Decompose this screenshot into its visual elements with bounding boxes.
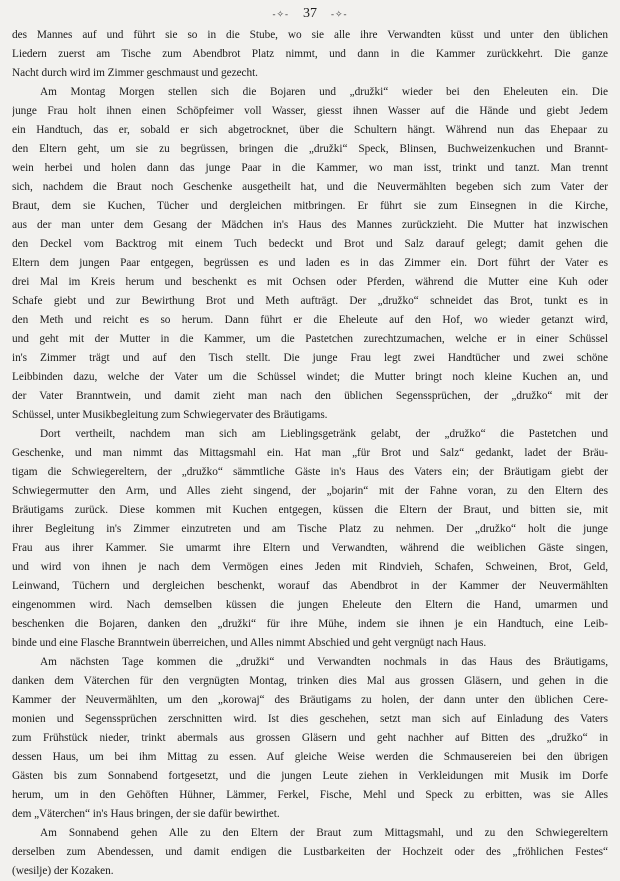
text-line: der Vater Branntwein, und damit zieht man nach den üblichen Segenssprüchen, der „družko“ mit der [12, 390, 608, 402]
text-line: Gästen bis zum Sonnabend fortgesetzt, und die jungen Leute ziehen in Verkleidungen mit Musik im Dorfe [12, 770, 608, 782]
text-line: Leibbinden dazu, welche der Vater um die Schüssel windet; die Mutter bringt noch kleine Kuchen an, und [12, 371, 608, 383]
text-line: Am nächsten Tage kommen die „družki“ und Verwandten nochmals in das Haus des Bräutigams, [40, 656, 608, 668]
text-line: Bräutigams zurück. Diese kommen mit Kuchen entgegen, küssen die Eltern der Braut, und bitten sie, mit [12, 504, 608, 516]
paragraph [12, 26, 608, 83]
text-line: dessen Haus, um bei ihm Mittag zu essen. Auf gleiche Weise werden die Schmausereien bei den übrigen [12, 751, 608, 763]
text-line: eingenommen wird. Nach demselben küssen die jungen Eheleute den Eltern die Hand, umarmen und [12, 599, 608, 611]
text-line: in's Zimmer trägt und auf den Tisch stellt. Die junge Frau legt zwei Handtücher und zwei schöne [12, 352, 608, 364]
text-line: Schafe giebt und zur Bewirthung Brot und Meth aufträgt. Der „družko“ schneidet das Brot, tunkt es in [12, 295, 608, 307]
text-line: und wird von ihnen je nach dem Vermögen eines Jeden mit Rindvieh, Schafen, Schweinen, Brot, Geld, [12, 561, 608, 573]
paragraph [12, 653, 608, 824]
text-line: Am Sonnabend gehen Alle zu den Eltern der Braut zum Mittagsmahl, und zu den Schwiegereltern [40, 827, 608, 839]
text-line: den Meth und reicht es so herum. Dann führt er die Eheleute auf den Hof, wo wieder getanzt wird, [12, 314, 608, 326]
body-text [12, 26, 608, 881]
text-line: wein herbei und holen dann das junge Paar in die Kammer, wo man isst, trinkt und tanzt. Man trennt [12, 162, 608, 174]
text-line: zum Frühstück nieder, trinkt abermals aus grossen Gläsern und geht nachher auf Bitten des „družko“ in [12, 732, 608, 744]
text-line: Eltern dem jungen Paar entgegen, begrüssen es und laden es in das Zimmer ein. Dort führt der Vater es [12, 257, 608, 269]
header-ornament-right: -✧- [331, 8, 348, 19]
text-line: Geschenke, und man nimmt das Mittagsmahl ein. Hat man „für Brot und Salz“ gedankt, ladet der Bräu- [12, 447, 608, 459]
text-line: junge Frau holt ihnen einen Schöpfeimer voll Wasser, giesst ihnen Wasser auf die Hände und giebt Jedem [12, 105, 608, 117]
text-line: monien und Segenssprüchen zerschnitten wird. Ist dies geschehen, setzt man sich auf Einladung des Vaters [12, 713, 608, 725]
text-line: herum, um in den Gehöften Hühner, Lämmer, Ferkel, Fische, Mehl und Speck zu erbitten, was sie Alles [12, 789, 608, 801]
text-line: Kammer der Neuvermählten, um den „korowaj“ des Bräutigams zu holen, der dann unter den üblichen Cere- [12, 694, 608, 706]
text-line: dem „Väterchen“ in's Haus bringen, der sie dafür bewirthet. [12, 808, 280, 820]
text-line: und geht mit der Mutter in die Kammer, um die Pastetchen zurechtzumachen, welche er in einer Schüssel [12, 333, 608, 345]
text-line: sich, nachdem die Braut noch Geschenke ausgetheilt hat, und die Neuvermählten begeben sich zum Vater der [12, 181, 608, 193]
text-line: den Eltern geht, um sie zu begrüssen, bringen die „družki“ Speck, Blinsen, Buchweizenkuchen und Brannt- [12, 143, 608, 155]
text-line: Leinwand, Tüchern und dergleichen beschenkt, worauf das Abendbrot in der Kammer der Neuvermählten [12, 580, 608, 592]
text-line: ein Handtuch, das er, sobald er sich abgetrocknet, über die Schultern hängt. Während nun das Ehepaar zu [12, 124, 608, 136]
text-line: Am Montag Morgen stellen sich die Bojaren und „družki“ wieder bei den Eheleuten ein. Die [40, 86, 608, 98]
page-number: 37 [303, 6, 317, 21]
text-line: (wesilje) der Kozaken. [12, 865, 114, 877]
text-line: aus der man unter dem Gesang der Mädchen in's Haus des Mannes zurückzieht. Die Mutter hat inzwischen [12, 219, 608, 231]
header-ornament-left: -✧- [272, 8, 289, 19]
paragraph [12, 425, 608, 653]
text-line: Nacht durch wird im Zimmer geschmaust und gezecht. [12, 67, 258, 79]
text-line: Dort vertheilt, nachdem man sich am Lieblingsgetränk gelabt, der „družko“ die Pastetchen und [40, 428, 608, 440]
text-line: des Mannes auf und führt sie so in die Stube, wo sie alle ihre Verwandten küsst und unter den üblichen [12, 29, 608, 41]
text-line: den Deckel vom Backtrog mit einem Tuch bedeckt und Brot und Salz darauf gelegt; damit gehen die [12, 238, 608, 250]
page-header [0, 5, 620, 23]
text-line: Frau aus ihrer Kammer. Sie umarmt ihre Eltern und Verwandten, während die weiblichen Gäste singen, [12, 542, 608, 554]
paragraph [12, 824, 608, 881]
text-line: tigam die Schwiegereltern, der „družko“ sämmtliche Gäste in's Haus des Vaters ein; der Bräutigam giebt der [12, 466, 608, 478]
text-line: binde und eine Flasche Branntwein überreichen, und Alles nimmt Abschied und geht vergnügt nach Haus. [12, 637, 487, 649]
text-line: Liedern zuerst am Tische zum Abendbrot Platz nimmt, und dann in die Kammer zurückkehrt. Die ganze [12, 48, 608, 60]
text-line: Schwiegermutter den Arm, und Alles zieht singend, der „bojarin“ mit der Fahne voran, zu den Eltern des [12, 485, 608, 497]
text-line: derselben zum Abendessen, und damit endigen die Lustbarkeiten der Hochzeit oder des „fröhlichen Festes“ [12, 846, 608, 858]
text-line: ihrer Begleitung in's Zimmer einzutreten und am Tische Platz zu nehmen. Der „družko“ holt die junge [12, 523, 608, 535]
text-line: Braut, dem sie Kuchen, Tücher und dergleichen mitbringen. Er führt sie zum Einsegnen in die Kirche, [12, 200, 608, 212]
text-line: beschenken die Bojaren, danken den „družki“ für ihre Mühe, indem sie ihnen je ein Handtuch, eine Leib- [12, 618, 608, 630]
text-line: danken dem Väterchen für den vergnügten Montag, trinken dies Mal aus grossen Gläsern, und gehen in die [12, 675, 608, 687]
text-line: drei Mal im Kreis herum und beschenkt es mit Ochsen oder Pferden, während die Mutter eine Kuh oder [12, 276, 608, 288]
paragraph [12, 83, 608, 425]
text-line: Schüssel, unter Musikbegleitung zum Schwiegervater des Bräutigams. [12, 409, 328, 421]
